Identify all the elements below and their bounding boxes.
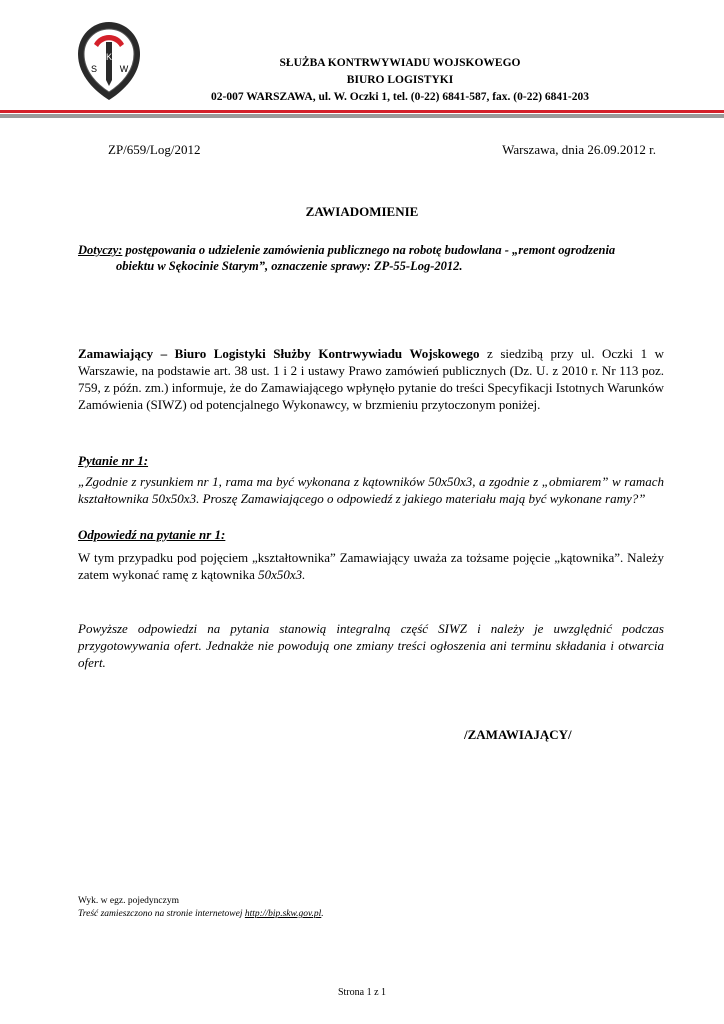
question-label: Pytanie nr 1: xyxy=(78,453,149,468)
answer-label: Odpowiedź na pytanie nr 1: xyxy=(78,527,226,542)
intro-bold: Zamawiający – Biuro Logistyki Służby Kontrwywiadu Wojskowego xyxy=(78,346,480,361)
header-organization: SŁUŻBA KONTRWYWIADU WOJSKOWEGO xyxy=(279,57,521,69)
subject-label: Dotyczy: xyxy=(78,243,123,257)
skw-emblem-logo xyxy=(76,20,142,102)
footer-published-text: Treść zamieszczono na stronie internetowej xyxy=(78,909,245,919)
header-department: BIURO LOGISTYKI xyxy=(346,74,454,86)
intro-text: z siedzibą przy ul. Oczki 1 w Warszawie, na podstawie art. 38 ust. 1 i 2 i ustawy Prawo zamówień publicznych (Dz. U. z 2010 r. Nr 113 poz. 759, z późn. zm.) informuje, że do Zamawiającego wpłynęło pytanie do treści Specyfikacji Istotnych Warunków Zamówienia (SIWZ) od potencjalnego Wykonawcy, w brzmieniu przytoczonym poniżej. xyxy=(78,346,664,412)
subject-line-2: obiektu w Sękocinie Starym”, oznaczenie sprawy: ZP-55-Log-2012. xyxy=(116,259,463,273)
signature: /ZAMAWIAJĄCY/ xyxy=(464,727,572,742)
subject-block xyxy=(78,242,664,274)
footer-period: . xyxy=(321,909,324,919)
header-divider-red xyxy=(0,110,724,113)
logo-letter-w: W xyxy=(119,64,129,74)
answer-paragraph xyxy=(78,549,664,583)
subject-line-1: postępowania o udzielenie zamówienia publicznego na robotę budowlana - „remont ogrodzenia xyxy=(122,243,616,257)
intro-paragraph xyxy=(78,345,664,413)
header-address: 02-007 WARSZAWA, ul. W. Oczki 1, tel. (0-22) 6841-587, fax. (0-22) 6841-203 xyxy=(210,91,589,103)
header-divider-gray xyxy=(0,114,724,118)
answer-text: W tym przypadku pod pojęciem „kształtownika” Zamawiający uważa za tożsame pojęcie „kątownika”. Należy zatem wykonać ramę z kątownika xyxy=(78,550,664,582)
footer-copies: Wyk. w egz. pojedynczym xyxy=(78,896,179,906)
answer-text-italic: 50x50x3. xyxy=(258,567,306,582)
footer-website-link[interactable]: http://bip.skw.gov.pl xyxy=(244,909,322,919)
question-text: „Zgodnie z rysunkiem nr 1, rama ma być wykonana z kątowników 50x50x3, a zgodnie z „obmiarem” w ramach kształtownika 50x50x3. Proszę Zamawiającego o odpowiedź z jakiego materiału mają być wykonane ramy?” xyxy=(78,474,664,506)
document-date: Warszawa, dnia 26.09.2012 r. xyxy=(502,142,656,157)
closing-note: Powyższe odpowiedzi na pytania stanowią integralną część SIWZ i należy je uwzględnić podczas przygotowywania ofert. Jednakże nie powodują one zmiany treści ogłoszenia ani terminu składania i otwarcia ofert. xyxy=(78,621,664,670)
logo-letter-k: K xyxy=(105,52,113,62)
document-title: ZAWIADOMIENIE xyxy=(305,204,419,219)
page-number: Strona 1 z 1 xyxy=(337,987,387,998)
logo-letter-s: S xyxy=(90,64,98,74)
footer-published xyxy=(78,909,324,919)
reference-number: ZP/659/Log/2012 xyxy=(108,142,201,157)
